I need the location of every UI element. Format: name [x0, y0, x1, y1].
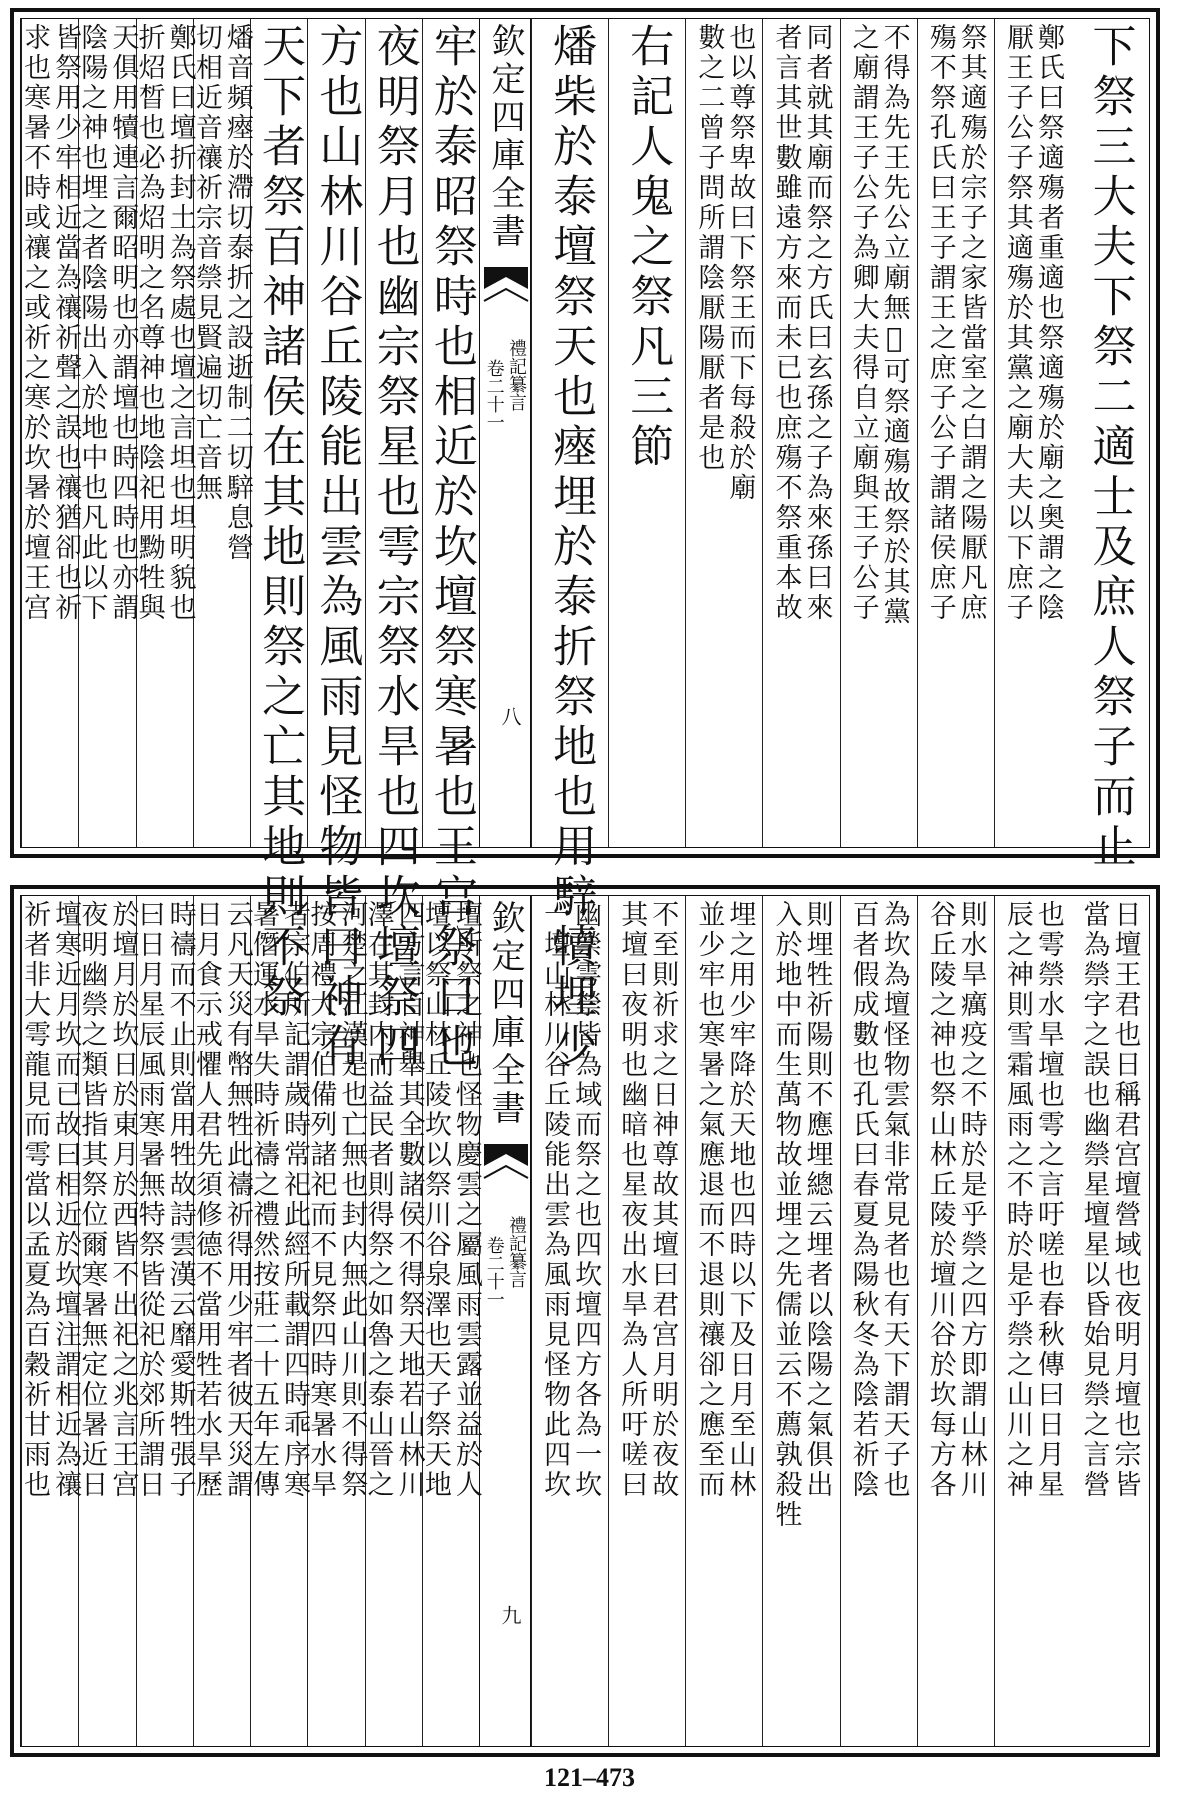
- top-left-column-8: [19, 19, 82, 847]
- commentary-line: 祭其適殤於宗子之家皆當室之白謂之陽厭凡庶: [955, 23, 987, 623]
- commentary-pair: [362, 896, 425, 1746]
- commentary-line: 不至則祈求之日神尊故其壇曰君宫月明於夜故: [647, 900, 679, 1500]
- commentary-pair: [248, 896, 311, 1746]
- main-text-line: 方也山林川谷丘陵能出雲為風雨見怪物皆曰神有: [311, 23, 363, 1073]
- commentary-line: 埋之用少牢降於天地也四時以下及日月至山林: [724, 900, 756, 1500]
- top-right-column-1: [1071, 19, 1148, 873]
- commentary-pair: [1071, 896, 1148, 1746]
- commentary-line: 之廟謂王子公子為卿大夫得自立廟與王子公子: [847, 23, 879, 623]
- commentary-line: 並少牢也寒暑之氣應退而不退則禳卻之應至而: [693, 900, 725, 1500]
- collection-title: 欽定四庫全書: [485, 23, 525, 251]
- top-right-column-6: [685, 19, 762, 847]
- commentary-line: 為坎為壇怪物雲氣非常見者也有天下謂天子也: [878, 900, 910, 1500]
- commentary-line: 四方言百神舉其全數諸侯不得祭天地若山林川: [393, 900, 425, 1500]
- commentary-pair: [609, 896, 685, 1746]
- commentary-line: 殤不祭孔氏曰王子謂王之庶子公子謂諸侯庶子: [924, 23, 956, 623]
- commentary-line: 陰陽之神也埋之者陰陽出入於地中也凡此以下: [76, 23, 108, 623]
- top-right-column-8: [531, 19, 608, 1073]
- bottom-left-column-3: [305, 896, 368, 1746]
- page-number-footer: 121–473: [544, 1763, 635, 1792]
- bottom-right-column-7: [608, 896, 685, 1746]
- fish-tail-mark-icon: [484, 267, 528, 327]
- volume-number: 卷二十一: [483, 1236, 505, 1308]
- commentary-pair: [419, 896, 482, 1746]
- commentary-line: 壇所祭之神也怪物慶雲之屬風雨雲露並益於人: [450, 900, 482, 1500]
- commentary-line: 燔音頻瘞於滯切泰折之設逝制二切騂息營: [221, 23, 253, 563]
- commentary-pair: [763, 19, 839, 847]
- commentary-line: 則水旱癘疫之不時於是乎禜之四方即謂山林川: [955, 900, 987, 1500]
- commentary-line: 同者就其廟而祭之方氏曰玄孫之子為來孫曰來: [801, 23, 833, 623]
- commentary-line: 天俱用犢連言爾昭明也亦謂壇也時四時也亦謂: [107, 23, 139, 623]
- commentary-line: 於壇月於坎日於東月於西皆不出祀之兆言王宫: [107, 900, 139, 1500]
- commentary-line: 祈者非大雩龍見而雩當以孟夏為百穀祈甘雨也: [19, 900, 51, 1500]
- main-text-line: 夜明祭月也幽宗祭星也雩宗祭水旱也四坎壇祭四: [368, 23, 420, 1073]
- top-page-inner: [19, 18, 1150, 1073]
- commentary-line: 當為禜字之誤也幽禜星壇星以昏始見禜之言營: [1078, 900, 1110, 1500]
- commentary-pair: [995, 896, 1071, 1746]
- bottom-page-frame: [10, 885, 1160, 1757]
- top-left-column-2: [365, 19, 422, 1073]
- commentary-line: 鄭氏曰祭適殤者重適也祭適殤於廟之奥謂之陰: [1032, 23, 1064, 623]
- top-page-frame: [10, 8, 1160, 1073]
- top-left-column-5: [190, 19, 253, 847]
- commentary-line: 也以尊祭卑故曰下祭王而下每殺於廟: [724, 23, 756, 503]
- commentary-line: 數之二曾子問所謂陰厭陽厭者是也: [693, 23, 725, 473]
- bottom-right-column-1: [1071, 896, 1148, 1746]
- bottom-left-column-8: [19, 896, 82, 1746]
- commentary-line: 日壇王君也日稱君宫壇營域也夜明月壇也宗皆: [1109, 900, 1141, 1500]
- commentary-line: 厭王子公子祭其適殤於其黨之廟大夫以下庶子: [1001, 23, 1033, 623]
- commentary-line: 入於地中而生萬物故並埋之先儒並云不薦孰殺牲: [770, 900, 802, 1530]
- bottom-left-column-6: [133, 896, 196, 1746]
- commentary-line: 也雩禜水旱壇也雩之言吁嗟也春秋傳曰日月星: [1032, 900, 1064, 1500]
- folio-number: 八: [498, 706, 522, 726]
- commentary-pair: [76, 896, 139, 1746]
- commentary-pair: [763, 896, 839, 1746]
- commentary-line: 一壇山林川谷丘陵能出雲為風雨見怪物此四坎: [539, 900, 571, 1500]
- commentary-line: 谷丘陵之神也祭山林丘陵於壇川谷於坎每方各: [924, 900, 956, 1500]
- top-left-column-4: [250, 19, 307, 1023]
- bottom-right-column-5: [762, 896, 839, 1746]
- commentary-line: 澤在其封内而益民者則得祭之如魯之泰山晉之: [362, 900, 394, 1500]
- commentary-line: 求也寒暑不時或禳之或祈之寒於坎暑於壇王宫: [19, 23, 51, 623]
- bottom-left-column-5: [190, 896, 253, 1746]
- top-right-column-2: [994, 19, 1071, 847]
- collection-title: 欽定四庫全書: [485, 900, 525, 1128]
- commentary-line: 夜明幽禜之類皆指其祭位爾寒暑無定位暑近日: [76, 900, 108, 1500]
- bottom-right-column-4: [840, 896, 917, 1746]
- bottom-center-column: [479, 896, 531, 1746]
- commentary-pair: [918, 896, 994, 1746]
- commentary-line: 不得為先王先公立廟無𠫝可祭適殤故祭於其黨: [878, 23, 910, 627]
- main-text-line: 右記人鬼之祭凡三節: [622, 23, 674, 473]
- commentary-pair: [190, 896, 253, 1746]
- commentary-line: 則埋牲祈陽則不應埋總云埋者以陰陽之氣俱出: [801, 900, 833, 1500]
- commentary-line: 切相近音禳祈宗音禜見賢遍切亡音無: [190, 23, 222, 503]
- commentary-line: 辰之神則雪霜風雨之不時於是乎禜之山川之神: [1001, 900, 1033, 1500]
- commentary-line: 河楚之江漢是也亡無也封内無此山川則不得祭: [336, 900, 368, 1500]
- bottom-right-column-3: [917, 896, 994, 1746]
- commentary-line: 壇以祭山林丘陵坎以祭川谷泉澤也天子祭天地: [419, 900, 451, 1500]
- commentary-pair: [19, 19, 82, 847]
- commentary-pair: [918, 19, 994, 847]
- commentary-pair: [76, 19, 139, 847]
- commentary-line: 壇寒近月坎而已故曰相近於坎壇注謂相近為禳: [50, 900, 82, 1500]
- volume-number: 卷二十一: [483, 359, 505, 431]
- commentary-pair: [841, 896, 917, 1746]
- top-center-column: [479, 19, 531, 847]
- commentary-pair: [133, 896, 196, 1746]
- bottom-right-column-2: [994, 896, 1071, 1746]
- book-title: 禮記纂言: [506, 339, 527, 411]
- bottom-left-column-2: [362, 896, 425, 1746]
- fish-tail-mark-icon: [484, 1144, 528, 1204]
- commentary-line: 其壇曰夜明也幽暗也星夜出水旱為人所吁嗟曰: [616, 900, 648, 1500]
- commentary-pair: [19, 896, 82, 1746]
- commentary-line: 鄭氏曰壇折封土為祭處也壇之言坦也坦明貌也: [164, 23, 196, 623]
- bottom-right-column-6: [685, 896, 762, 1746]
- top-left-column-3: [307, 19, 364, 1073]
- commentary-line: 曰日月星辰風雨寒暑無特祭皆從祀於郊所謂日: [133, 900, 165, 1500]
- commentary-line: 云凡天災有幣無牲此禱祈得用少牢者彼天災謂: [221, 900, 253, 1500]
- commentary-line: 日月食示戒懼人君先須修德不當用牲若水旱歷: [190, 900, 222, 1500]
- top-right-column-4: [840, 19, 917, 847]
- folio-number: 九: [498, 1605, 522, 1625]
- commentary-line: 按周禮大宗伯備列諸祀而不見祭四時寒暑水旱: [305, 900, 337, 1500]
- top-left-column-7: [76, 19, 139, 847]
- commentary-pair: [686, 896, 762, 1746]
- bottom-left-column-7: [76, 896, 139, 1746]
- commentary-line: 者宗伯所記謂歲時常祀此經所載謂四時乖序寒: [279, 900, 311, 1500]
- commentary-pair: [995, 19, 1071, 847]
- commentary-pair: [532, 896, 608, 1746]
- bottom-left-column-1: [419, 896, 482, 1746]
- commentary-line: 百者假成數也孔氏曰春夏為陽秋冬為陰若祈陰: [847, 900, 879, 1500]
- bottom-left-column-4: [248, 896, 311, 1746]
- commentary-line: 者言其世數雖遠方來而未已也庶殤不祭重本故: [770, 23, 802, 623]
- commentary-pair: [305, 896, 368, 1746]
- top-left-column-1: [422, 19, 479, 1073]
- commentary-line: 皆祭用少牢相近當為禳祈聲之誤也禳猶卻也祈: [50, 23, 82, 623]
- commentary-pair: [133, 19, 196, 847]
- commentary-line: 時禱而不止則當用牲故詩雲漢云靡愛斯牲張子: [164, 900, 196, 1500]
- bottom-page-inner: [20, 895, 1150, 1747]
- top-right-column-5: [762, 19, 839, 847]
- commentary-line: 幽禜雩禜皆為域而祭之也四坎壇四方各為一坎: [570, 900, 602, 1500]
- main-text-line: 牢於泰昭祭時也相近於坎壇祭寒暑也王宫祭日也: [425, 23, 477, 1073]
- bottom-right-column-8: [531, 896, 608, 1746]
- top-right-column-3: [917, 19, 994, 847]
- main-text-line: 燔柴於泰壇祭天也瘞埋於泰折祭地也用騂犢埋少: [545, 23, 597, 1073]
- commentary-pair: [190, 19, 253, 847]
- top-right-column-7: [608, 19, 685, 847]
- commentary-pair: [686, 19, 762, 847]
- commentary-line: 折炤晳也必為炤明之名尊神也地陰祀用黝牲與: [133, 23, 165, 623]
- commentary-pair: [841, 19, 917, 847]
- book-title: 禮記纂言: [506, 1216, 527, 1288]
- main-text-line: 天下者祭百神諸侯在其地則祭之亡其地則不祭: [254, 23, 306, 1023]
- commentary-line: 暑僭運水旱失時祈禱之禮然按莊二十五年左傳: [248, 900, 280, 1500]
- main-text-line: 下祭三大夫下祭二適士及庶人祭子而止: [1084, 23, 1136, 873]
- top-left-column-6: [133, 19, 196, 847]
